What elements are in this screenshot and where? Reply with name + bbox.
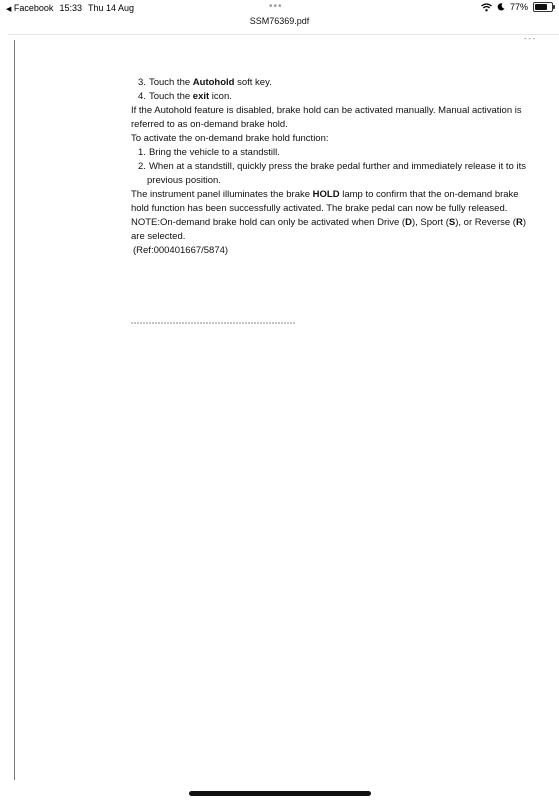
step-bold-text: exit [192, 91, 210, 102]
text: ), or Reverse ( [455, 217, 516, 228]
list-item [131, 76, 531, 90]
list-item [140, 146, 531, 160]
status-left [6, 3, 134, 13]
step-bold-text: Autohold [192, 77, 235, 88]
home-indicator[interactable] [189, 791, 371, 796]
reference-text: (Ref:000401667/5874) [133, 245, 229, 256]
status-bar [0, 0, 559, 16]
wifi-icon [481, 3, 492, 12]
scan-artifact-line [131, 322, 296, 324]
bold-text: D [405, 217, 412, 228]
text: The instrument panel illuminates the brake [131, 189, 313, 200]
step-text: Touch the [148, 91, 193, 102]
list-item [140, 160, 531, 188]
note-paragraph [131, 216, 531, 244]
back-app-label: Facebook [13, 3, 54, 13]
paragraph-hold-lamp [131, 188, 531, 216]
bold-text: S [448, 217, 456, 228]
activation-steps-list [131, 146, 531, 188]
status-right [481, 2, 553, 12]
pdf-content [131, 76, 531, 258]
step-text: Touch the [148, 77, 193, 88]
text: ), Sport ( [411, 217, 449, 228]
list-item [131, 90, 531, 104]
bold-text: HOLD [312, 189, 340, 200]
step-text: soft key. [234, 77, 272, 88]
status-date: Thu 14 Aug [87, 3, 135, 13]
paragraph-activate-intro: To activate the on-demand brake hold function: [131, 133, 329, 144]
back-to-app-link[interactable] [6, 3, 53, 13]
text: lamp to confirm that the on-demand brake hold function has been successfully activated. The brake pedal can now be fully released. [131, 189, 519, 214]
step-number: 4. [138, 91, 146, 102]
step-text: Bring the vehicle to a standstill. [148, 147, 280, 158]
battery-percent: 77% [509, 2, 528, 12]
step-number: 2. [138, 161, 146, 172]
battery-fill [535, 4, 547, 10]
text: ) are selected. [131, 217, 526, 242]
page-edge-line [14, 40, 15, 780]
moon-icon [497, 3, 505, 11]
steps-list [131, 76, 531, 104]
text: NOTE:On-demand brake hold can only be activated when Drive ( [131, 217, 406, 228]
back-arrow-icon: ◀ [6, 6, 12, 13]
document-title[interactable]: SSM76369.pdf [249, 16, 310, 26]
bold-text: R [515, 217, 523, 228]
multitask-dots-icon[interactable]: ••• [269, 1, 283, 12]
step-number: 1. [138, 147, 146, 158]
step-text: icon. [209, 91, 232, 102]
battery-icon [533, 2, 553, 12]
page-mark: - - - [524, 36, 535, 43]
status-time: 15:33 [59, 3, 82, 13]
paragraph-autohold-disabled: If the Autohold feature is disabled, brake hold can be activated manually. Manual activation is referred to as on-demand brake hold. [131, 105, 522, 130]
step-number: 3. [138, 77, 146, 88]
step-text: When at a standstill, quickly press the brake pedal further and immediately release it to its previous position. [147, 161, 526, 186]
